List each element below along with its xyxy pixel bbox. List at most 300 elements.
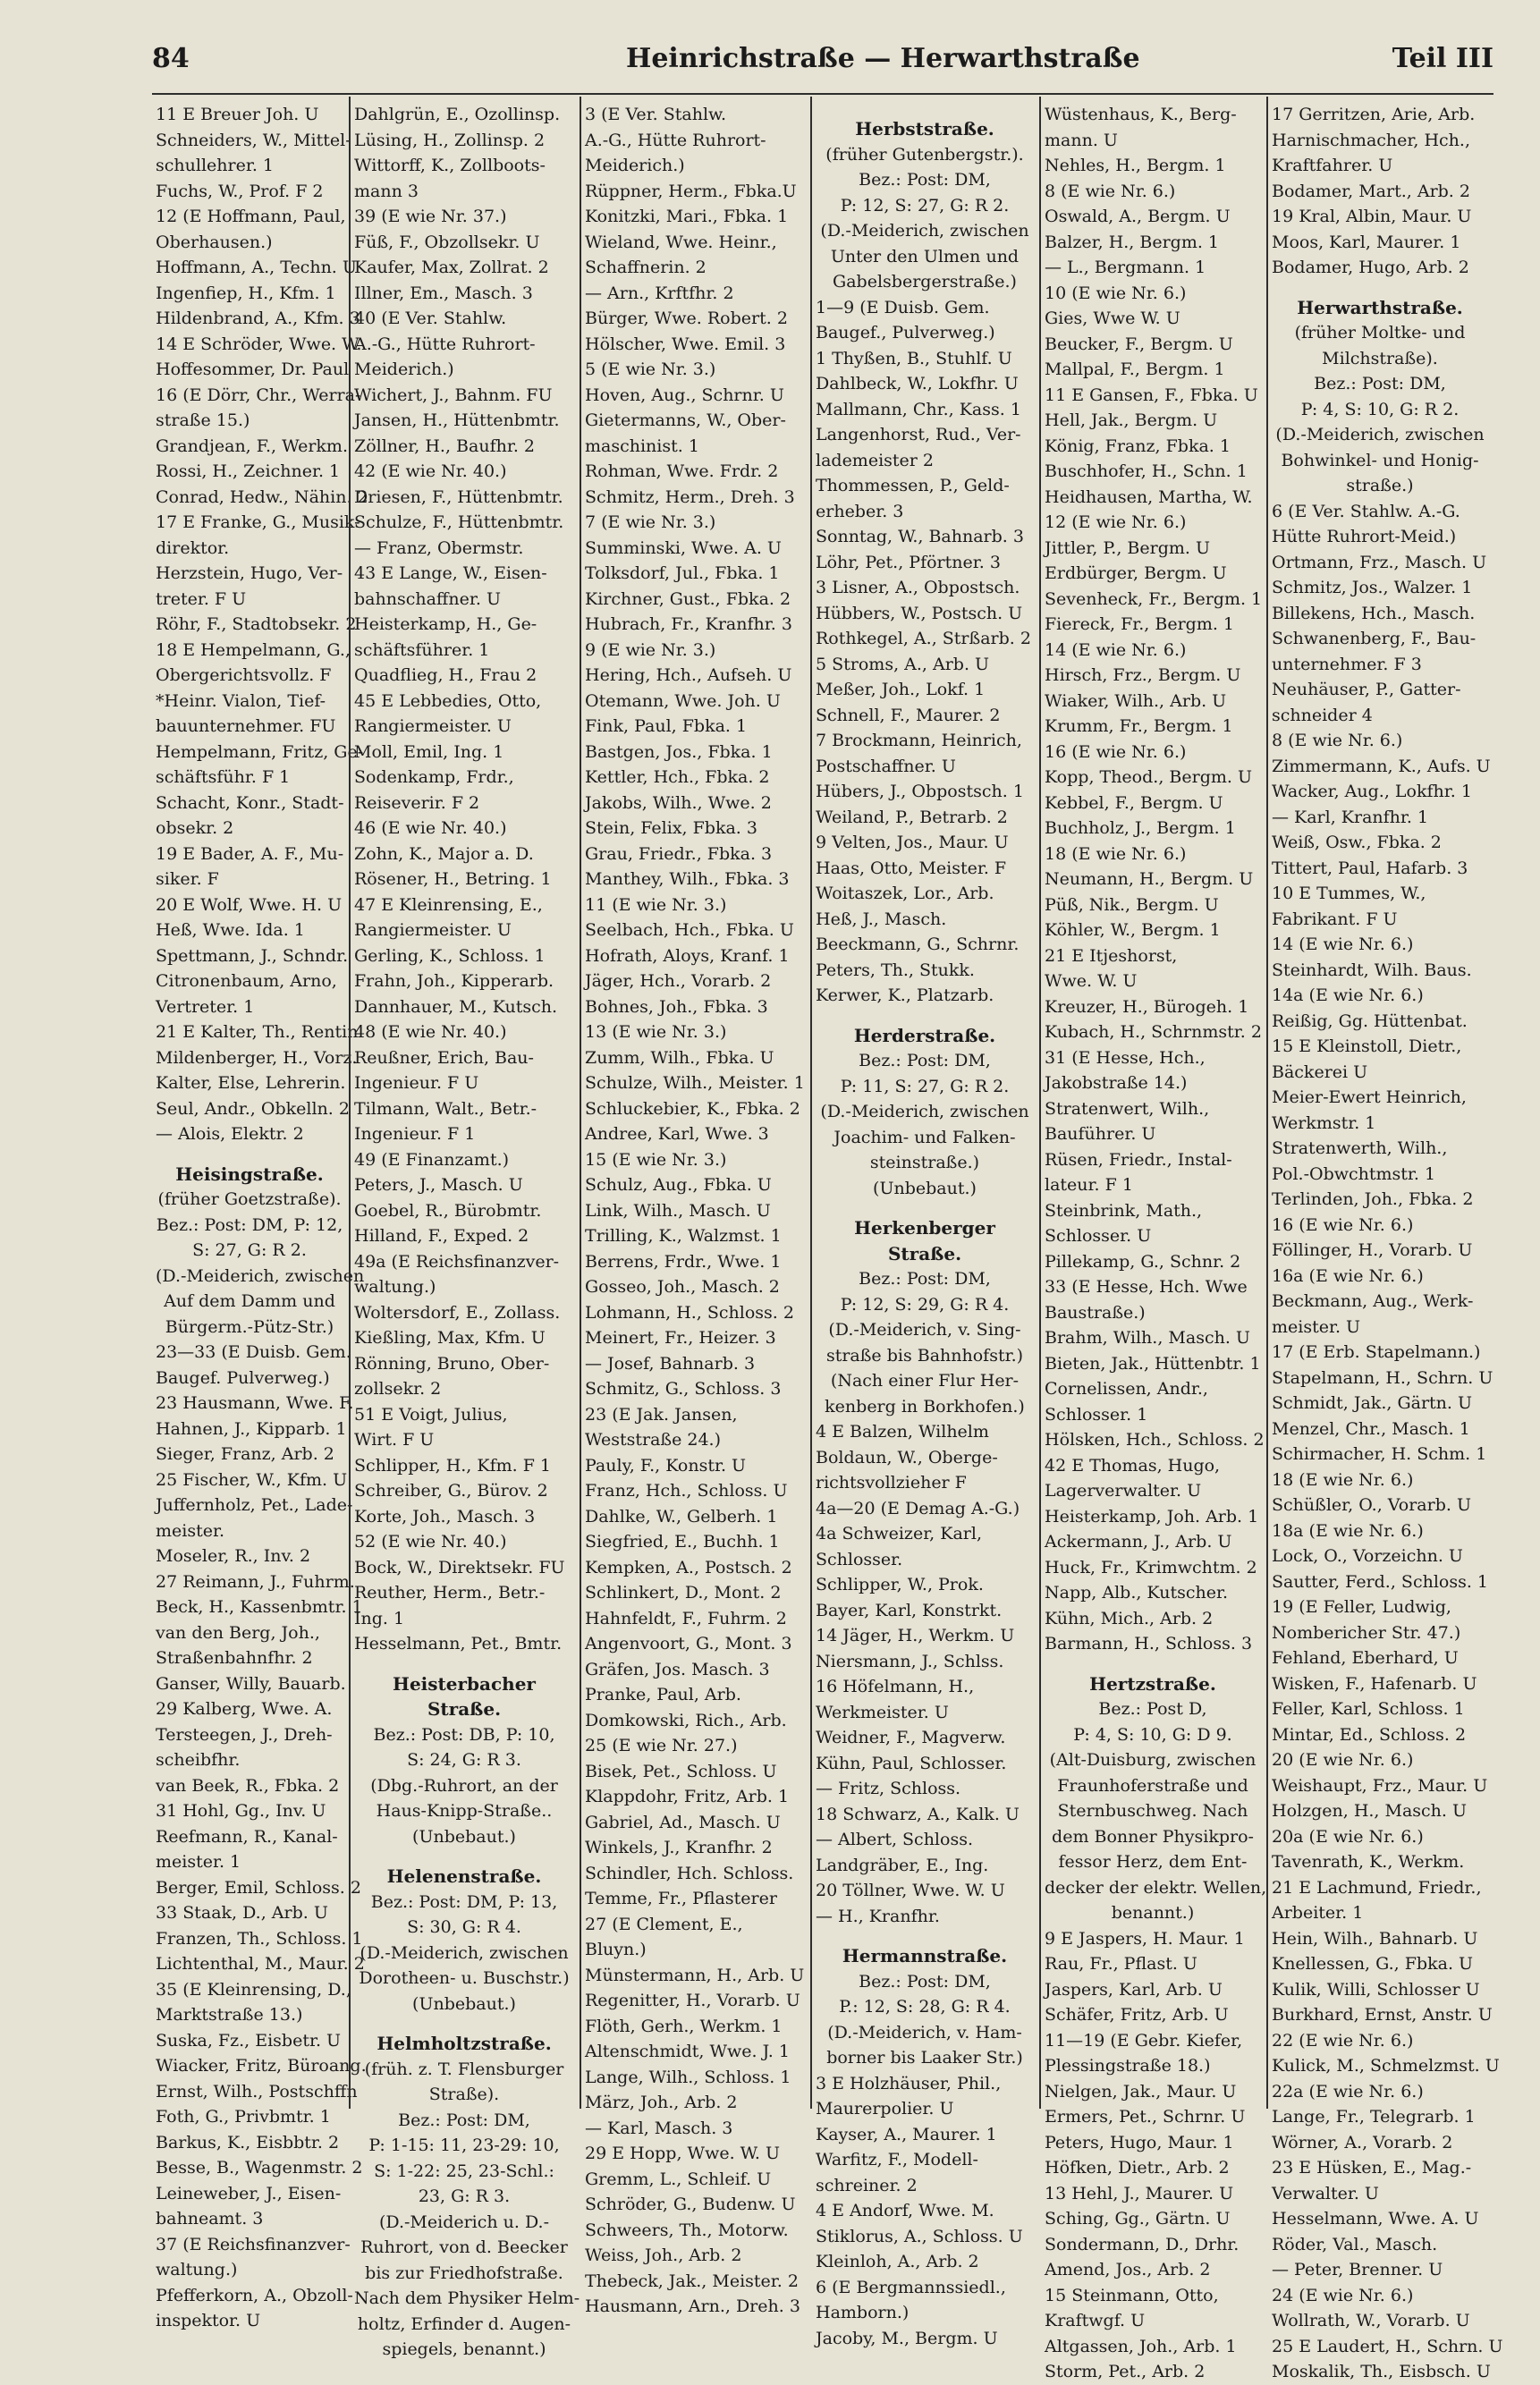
street-info-line: (D.-Meiderich, zwischen — [820, 221, 1029, 241]
street-info-line: (früh. z. T. Flensburger — [364, 2059, 564, 2079]
resident-entry: bahneamt. 3 — [156, 2209, 264, 2229]
resident-entry: 12 (E Hoffmann, Paul, — [156, 207, 346, 226]
resident-entry: 9 E Jaspers, H. Maur. 1 — [1045, 1928, 1245, 1949]
resident-entry: 20 (E wie Nr. 6.) — [1272, 1750, 1414, 1770]
resident-entry: Wüstenhaus, K., Berg- — [1045, 105, 1237, 124]
resident-entry: Erdbürger, Bergm. U — [1045, 563, 1227, 583]
resident-entry: Hoffesommer, Dr. Paul — [156, 359, 350, 379]
resident-entry: 22a (E wie Nr. 6.) — [1272, 2081, 1424, 2102]
resident-entry: Kettler, Hch., Fbka. 2 — [585, 767, 770, 787]
street-info-line: Sternbuschweg. Nach — [1057, 1801, 1248, 1821]
running-title: Heinrichstraße — Herwarthstraße — [626, 43, 1140, 74]
resident-entry: Oswald, A., Bergm. U — [1045, 207, 1231, 226]
resident-entry: Bieten, Jak., Hüttenbtr. 1 — [1045, 1353, 1261, 1374]
resident-entry: 10 (E wie Nr. 6.) — [1045, 283, 1187, 303]
resident-entry: — Albert, Schloss. — [816, 1830, 973, 1849]
resident-entry: Frahn, Joh., Kipperarb. — [354, 971, 554, 991]
resident-entry: Huck, Fr., Krimwchtm. 2 — [1045, 1557, 1257, 1577]
resident-entry: 14 Jäger, H., Werkm. U — [816, 1626, 1015, 1645]
resident-entry: Fink, Paul, Fbka. 1 — [585, 716, 748, 736]
street-info-line: 23, G: R 3. — [418, 2186, 511, 2206]
resident-entry: Schluckebier, K., Fbka. 2 — [585, 1098, 800, 1119]
resident-entry: Reuther, Herm., Betr.- — [354, 1583, 546, 1603]
resident-entry: Spettmann, J., Schndr. — [156, 945, 349, 966]
resident-entry: 49a (E Reichsfinanzver- — [354, 1251, 560, 1272]
resident-entry: Schweers, Th., Motorw. — [585, 2220, 789, 2240]
resident-entry: Lock, O., Vorzeichn. U — [1272, 1546, 1463, 1566]
resident-entry: Brahm, Wilh., Masch. U — [1045, 1328, 1250, 1348]
resident-entry: Jäger, Hch., Vorarb. 2 — [585, 971, 772, 991]
resident-entry: Tavenrath, K., Werkm. — [1272, 1852, 1465, 1872]
resident-entry: Meier-Ewert Heinrich, — [1272, 1087, 1467, 1107]
resident-entry: Seelbach, Hch., Fbka. U — [585, 920, 794, 940]
resident-entry: Leineweber, J., Eisen- — [156, 2183, 342, 2203]
resident-entry: Hölsken, Hch., Schloss. 2 — [1045, 1430, 1265, 1450]
resident-entry: Bastgen, Jos., Fbka. 1 — [585, 741, 773, 762]
column-6 — [1266, 97, 1503, 2381]
resident-entry: meister. 1 — [156, 1852, 241, 1872]
resident-entry: Bock, W., Direktsekr. FU — [354, 1557, 565, 1577]
resident-entry: 15 (E wie Nr. 3.) — [585, 1149, 727, 1170]
resident-entry: Juffernholz, Pet., Lade- — [156, 1495, 353, 1515]
resident-entry: Amend, Jos., Arb. 2 — [1045, 2260, 1211, 2279]
resident-entry: Lüsing, H., Zollinsp. 2 — [354, 130, 546, 150]
street-info-line: Straße). — [428, 2085, 500, 2104]
resident-entry: Schmitz, Jos., Walzer. 1 — [1272, 578, 1473, 597]
resident-entry: 31 Hohl, Gg., Inv. U — [156, 1801, 326, 1821]
resident-entry: 27 Reimann, J., Fuhrm. — [156, 1571, 355, 1592]
resident-entry: Neuhäuser, P., Gatter- — [1272, 680, 1461, 699]
resident-entry: Klappdohr, Fritz, Arb. 1 — [585, 1787, 790, 1806]
resident-entry: 43 E Lange, W., Eisen- — [354, 563, 547, 583]
resident-entry: 21 E Lachmund, Friedr., — [1272, 1877, 1482, 1898]
resident-entry: Dahlbeck, W., Lokfhr. U — [816, 374, 1019, 393]
street-info-line: Joachim- und Falken- — [833, 1127, 1016, 1147]
resident-entry: Schüßler, O., Vorarb. U — [1272, 1495, 1471, 1515]
resident-entry: 20a (E wie Nr. 6.) — [1272, 1826, 1424, 1847]
resident-entry: Weiß, Osw., Fbka. 2 — [1272, 833, 1442, 852]
resident-entry: 46 (E wie Nr. 40.) — [354, 818, 507, 838]
resident-entry: 9 Velten, Jos., Maur. U — [816, 833, 1009, 852]
resident-entry: Nombericher Str. 47.) — [1272, 1622, 1461, 1643]
resident-entry: 21 E Kalter, Th., Rentin — [156, 1022, 359, 1042]
resident-entry: A.-G., Hütte Ruhrort- — [585, 130, 766, 150]
resident-entry: König, Franz, Fbka. 1 — [1045, 436, 1231, 456]
resident-entry: Franzen, Th., Schloss. 1 — [156, 1928, 363, 1949]
resident-entry: Arbeiter. 1 — [1272, 1903, 1364, 1923]
resident-entry: Haas, Otto, Meister. F — [816, 858, 1007, 878]
resident-entry: Weiland, P., Betrarb. 2 — [816, 807, 1008, 827]
resident-entry: Kaufer, Max, Zollrat. 2 — [354, 258, 549, 277]
resident-entry: 52 (E wie Nr. 40.) — [354, 1532, 507, 1552]
resident-entry: Pranke, Paul, Arb. — [585, 1685, 741, 1704]
resident-entry: Füß, F., Obzollsekr. U — [354, 232, 540, 252]
street-info-line: P: 1-15: 11, 23-29: 10, — [368, 2136, 560, 2155]
resident-entry: 47 E Kleinrensing, E., — [354, 894, 543, 915]
resident-entry: straße 15.) — [156, 410, 250, 430]
resident-entry: 18 (E wie Nr. 6.) — [1045, 843, 1187, 864]
resident-entry: — Fritz, Schloss. — [816, 1779, 961, 1798]
column-3 — [580, 97, 810, 2316]
resident-entry: Rüsen, Friedr., Instal- — [1045, 1149, 1232, 1170]
resident-entry: Kerwer, K., Platzarb. — [816, 985, 994, 1005]
resident-entry: Seul, Andr., Obkelln. 2 — [156, 1098, 350, 1119]
resident-entry: 31 (E Hesse, Hch., — [1045, 1047, 1206, 1068]
resident-entry: Wollrath, W., Vorarb. U — [1272, 2311, 1470, 2330]
street-heading: Hertzstraße. — [1089, 1672, 1216, 1695]
resident-entry: Löhr, Pet., Pförtner. 3 — [816, 552, 1001, 572]
resident-entry: Angenvoort, G., Mont. 3 — [585, 1634, 792, 1653]
resident-entry: Höfken, Dietr., Arb. 2 — [1045, 2158, 1230, 2178]
resident-entry: 23 Hausmann, Wwe. F. — [156, 1393, 354, 1413]
street-info-line: P: 4, S: 10, G: R 2. — [1300, 399, 1460, 419]
resident-entry: 15 Steinmann, Otto, — [1045, 2285, 1219, 2305]
resident-entry: Oberhausen.) — [156, 232, 273, 252]
resident-entry: Gerling, K., Schloss. 1 — [354, 945, 546, 966]
street-heading: Heisterbacher Straße. — [393, 1672, 536, 1720]
resident-entry: Rösener, H., Betring. 1 — [354, 869, 552, 889]
resident-entry: Warfitz, F., Modell- — [816, 2150, 978, 2169]
street-info-line: (D.-Meiderich, zwischen — [156, 1265, 365, 1286]
resident-entry: unternehmer. F 3 — [1272, 654, 1422, 674]
resident-entry: 10 E Tummes, W., — [1272, 884, 1426, 903]
street-info-line: (D.-Meiderich, v. Sing- — [828, 1320, 1021, 1340]
resident-entry: Andree, Karl, Wwe. 3 — [585, 1124, 769, 1144]
resident-entry: 17 E Franke, G., Musik- — [156, 512, 360, 532]
resident-entry: obsekr. 2 — [156, 818, 234, 838]
resident-entry: 27 (E Clement, E., — [585, 1914, 743, 1934]
resident-entry: 16 (E wie Nr. 6.) — [1045, 741, 1187, 762]
resident-entry: Weishaupt, Frz., Maur. U — [1272, 1775, 1488, 1796]
resident-entry: 4 E Andorf, Wwe. M. — [816, 2201, 994, 2220]
resident-entry: Burkhard, Ernst, Anstr. U — [1272, 2005, 1493, 2025]
street-info-line: (früher Goetzstraße). — [157, 1189, 342, 1209]
resident-entry: Werkmeister. U — [816, 1702, 949, 1722]
resident-entry: Kreuzer, H., Bürogeh. 1 — [1045, 996, 1249, 1017]
street-info-line: Fraunhoferstraße und — [1057, 1775, 1248, 1796]
resident-entry: 33 (E Hesse, Hch. Wwe — [1045, 1277, 1248, 1297]
resident-entry: Illner, Em., Masch. 3 — [354, 283, 533, 303]
resident-entry: Fehland, Eberhard, U — [1272, 1648, 1459, 1668]
resident-entry: Pfefferkorn, A., Obzoll- — [156, 2285, 353, 2305]
resident-entry: Schindler, Hch. Schloss. — [585, 1863, 794, 1883]
resident-entry: Neumann, H., Bergm. U — [1045, 869, 1254, 889]
street-info-line: straße bis Bahnhofstr.) — [825, 1345, 1024, 1366]
resident-entry: Schröder, G., Budenw. U — [585, 2195, 796, 2214]
resident-entry: Kießling, Max, Kfm. U — [354, 1328, 546, 1348]
resident-entry: Lange, Wilh., Schloss. 1 — [585, 2067, 791, 2087]
street-info-line: Bürgerm.-Pütz-Str.) — [165, 1316, 334, 1337]
column-2 — [349, 97, 580, 2359]
resident-entry: Jacoby, M., Bergm. U — [816, 2328, 998, 2348]
resident-entry: 29 Kalberg, Wwe. A. — [156, 1699, 333, 1719]
resident-entry: Hesselmann, Wwe. A. U — [1272, 2209, 1479, 2229]
resident-entry: siker. F — [156, 869, 219, 889]
resident-entry: Bayer, Karl, Konstrkt. — [816, 1600, 1003, 1620]
resident-entry: 19 E Bader, A. F., Mu- — [156, 843, 344, 864]
resident-entry: 21 E Itjeshorst, — [1045, 945, 1178, 966]
street-info-line: Bez.: Post: DM, — [859, 1971, 991, 1992]
resident-entry: Rüppner, Herm., Fbka.U — [585, 181, 797, 201]
resident-entry: Storm, Pet., Arb. 2 — [1045, 2362, 1206, 2381]
resident-entry: Tersteegen, J., Dreh- — [156, 1724, 333, 1745]
resident-entry: Meßer, Joh., Lokf. 1 — [816, 680, 986, 699]
resident-entry: Fabrikant. F U — [1272, 909, 1398, 929]
resident-entry: Sonntag, W., Bahnarb. 3 — [816, 527, 1024, 546]
resident-entry: Jakobs, Wilh., Wwe. 2 — [585, 792, 772, 813]
resident-entry: Schirmacher, H. Schm. 1 — [1272, 1444, 1487, 1464]
resident-entry: Röder, Val., Masch. — [1272, 2234, 1438, 2254]
resident-entry: 14 (E wie Nr. 6.) — [1272, 935, 1414, 954]
resident-entry: schullehrer. 1 — [156, 156, 274, 175]
resident-entry: 3 Lisner, A., Obpostsch. — [816, 578, 1020, 597]
resident-entry: Dahlke, W., Gelberh. 1 — [585, 1506, 778, 1527]
resident-entry: 5 Stroms, A., Arb. U — [816, 654, 990, 674]
resident-entry: Hütte Ruhrort-Meid.) — [1272, 527, 1457, 546]
resident-entry: Trilling, K., Walzmst. 1 — [585, 1226, 782, 1246]
resident-entry: Tilmann, Walt., Betr.- — [354, 1098, 537, 1119]
resident-entry: Schulz, Aug., Fbka. U — [585, 1175, 772, 1195]
resident-entry: Landgräber, E., Ing. — [816, 1855, 989, 1875]
page-header — [152, 38, 1493, 91]
resident-entry: treter. F U — [156, 588, 247, 609]
resident-entry: 19 Kral, Albin, Maur. U — [1272, 207, 1472, 226]
street-info-line: (D.-Meiderich, zwischen — [360, 1942, 569, 1963]
resident-entry: 33 Staak, D., Arb. U — [156, 1903, 328, 1923]
resident-entry: 42 (E wie Nr. 40.) — [354, 461, 507, 481]
resident-entry: richtsvollzieher F — [816, 1473, 967, 1493]
resident-entry: Beucker, F., Bergm. U — [1045, 334, 1233, 354]
resident-entry: 6 (E Bergmannssiedl., — [816, 2277, 1006, 2297]
resident-entry: Tolksdorf, Jul., Fbka. 1 — [585, 563, 780, 583]
resident-entry: Schacht, Konr., Stadt- — [156, 792, 344, 813]
resident-entry: Hein, Wilh., Bahnarb. U — [1272, 1928, 1478, 1949]
resident-entry: Hesselmann, Pet., Bmtr. — [354, 1634, 563, 1653]
resident-entry: schneider 4 — [1272, 705, 1373, 725]
street-info-line: Bez.: Post: DM, — [398, 2110, 530, 2130]
resident-entry: Reefmann, R., Kanal- — [156, 1826, 338, 1847]
resident-entry: Jansen, H., Hüttenbmtr. — [354, 410, 560, 430]
part-label: Teil III — [1392, 43, 1493, 74]
street-info-line: (D.-Meiderich, zwischen — [820, 1102, 1029, 1121]
resident-entry: 23 E Hüsken, E., Mag.- — [1272, 2158, 1472, 2178]
resident-entry: Röhr, F., Stadtobsekr. 2 — [156, 614, 357, 634]
street-info-line: (Nach einer Flur Her- — [830, 1371, 1020, 1391]
resident-entry: Schlipper, W., Prok. — [816, 1575, 984, 1594]
resident-entry: Obergerichtsvollz. F — [156, 665, 332, 685]
resident-entry: Beck, H., Kassenbmtr. 1 — [156, 1597, 363, 1617]
resident-entry: Bäckerei U — [1272, 1061, 1368, 1082]
resident-entry: Schnell, F., Maurer. 2 — [816, 705, 1001, 725]
resident-entry: Wisken, F., Hafenarb. U — [1272, 1673, 1477, 1694]
resident-entry: Marktstraße 13.) — [156, 2005, 303, 2025]
resident-entry: Ingenieur. F 1 — [354, 1124, 476, 1144]
resident-entry: Thommessen, P., Geld- — [816, 476, 1010, 495]
resident-entry: 4 E Balzen, Wilhelm — [816, 1422, 989, 1442]
resident-entry: Bauführer. U — [1045, 1124, 1156, 1144]
resident-entry: Berger, Emil, Schloss. 2 — [156, 1877, 361, 1898]
resident-entry: Bluyn.) — [585, 1940, 647, 1959]
street-info-line: Ruhrort, von d. Beecker — [360, 2237, 568, 2257]
resident-entry: Werkmstr. 1 — [1272, 1112, 1376, 1133]
street-info-line: (Alt-Duisburg, zwischen — [1049, 1750, 1257, 1770]
resident-entry: Sching, Gg., Gärtn. U — [1045, 2209, 1231, 2229]
resident-entry: 22 (E wie Nr. 6.) — [1272, 2030, 1414, 2051]
street-info-line: Bez.: Post D, — [1098, 1699, 1207, 1719]
resident-entry: Föllinger, H., Vorarb. U — [1272, 1240, 1473, 1260]
resident-entry: Altenschmidt, Wwe. J. 1 — [585, 2042, 790, 2061]
resident-entry: Peters, Hugo, Maur. 1 — [1045, 2132, 1234, 2152]
street-info-line: S: 24, G: R 3. — [407, 1750, 521, 1770]
resident-entry: Hoffmann, A., Techn. U — [156, 258, 357, 277]
resident-entry: Hübers, J., Obpostsch. 1 — [816, 782, 1024, 801]
resident-entry: Hildenbrand, A., Kfm. 3 — [156, 309, 360, 328]
resident-entry: Kalter, Else, Lehrerin. — [156, 1073, 346, 1093]
resident-entry: Peters, J., Masch. U — [354, 1175, 523, 1195]
resident-entry: lateur. F 1 — [1045, 1175, 1133, 1195]
resident-entry: Heß, Wwe. Ida. 1 — [156, 920, 305, 940]
resident-entry: 20 E Wolf, Wwe. H. U — [156, 894, 343, 915]
resident-entry: Rossi, H., Zeichner. 1 — [156, 461, 341, 481]
resident-entry: Conrad, Hedw., Nähin. 2 — [156, 486, 368, 507]
resident-entry: 7 (E wie Nr. 3.) — [585, 512, 716, 532]
resident-entry: Schlosser. U — [1045, 1226, 1152, 1246]
resident-entry: 4a Schweizer, Karl, — [816, 1524, 982, 1543]
resident-entry: Rau, Fr., Pflast. U — [1045, 1954, 1197, 1974]
resident-entry: Püß, Nik., Bergm. U — [1045, 894, 1219, 915]
resident-entry: Schaffnerin. 2 — [585, 258, 707, 277]
resident-entry: mann. U — [1045, 130, 1118, 150]
resident-entry: Konitzki, Mari., Fbka. 1 — [585, 207, 789, 226]
resident-entry: 24 (E wie Nr. 6.) — [1272, 2285, 1414, 2305]
resident-entry: Gietermanns, W., Ober- — [585, 410, 786, 430]
resident-entry: 8 (E wie Nr. 6.) — [1272, 731, 1403, 750]
resident-entry: Billekens, Hch., Masch. — [1272, 603, 1476, 623]
resident-entry: Winkels, J., Kranfhr. 2 — [585, 1838, 773, 1857]
resident-entry: 51 E Voigt, Julius, — [354, 1404, 508, 1425]
resident-entry: Cornelissen, Andr., — [1045, 1379, 1208, 1399]
street-info-line: P: 11, S: 27, G: R 2. — [840, 1076, 1010, 1096]
column-1 — [152, 97, 368, 2330]
resident-entry: Ing. 1 — [354, 1608, 405, 1628]
resident-entry: Summinski, Wwe. A. U — [585, 537, 782, 558]
resident-entry: Rothkegel, A., Strßarb. 2 — [816, 629, 1031, 648]
resident-entry: Suska, Fz., Eisbetr. U — [156, 2030, 342, 2051]
resident-entry: Sautter, Ferd., Schloss. 1 — [1272, 1571, 1488, 1592]
resident-entry: van den Berg, Joh., — [156, 1622, 320, 1643]
street-heading: Helmholtzstraße. — [377, 2033, 552, 2054]
resident-entry: Grau, Friedr., Fbka. 3 — [585, 843, 773, 864]
resident-entry: 23 (E Jak. Jansen, — [585, 1404, 738, 1425]
resident-entry: 16 (E wie Nr. 6.) — [1272, 1214, 1414, 1235]
resident-entry: Schlosser. — [816, 1549, 903, 1569]
street-info-line: Bez.: Post: DM, — [1314, 374, 1446, 393]
resident-entry: Lagerverwalter. U — [1045, 1481, 1202, 1501]
resident-entry: Besse, B., Wagenmstr. 2 — [156, 2158, 363, 2178]
street-info-line: (Unbebaut.) — [873, 1178, 977, 1198]
resident-entry: 1—9 (E Duisb. Gem. — [816, 297, 990, 317]
resident-entry: Kubach, H., Schrnmstr. 2 — [1045, 1022, 1262, 1042]
street-info-line: Auf dem Damm und — [164, 1291, 335, 1311]
resident-entry: Rangiermeister. U — [354, 920, 512, 940]
street-info-line: P: 12, S: 29, G: R 4. — [840, 1294, 1010, 1315]
resident-entry: Nielgen, Jak., Maur. U — [1045, 2081, 1237, 2102]
resident-entry: 40 (E Ver. Stahlw. — [354, 309, 507, 328]
resident-entry: Stapelmann, H., Schrn. U — [1272, 1367, 1493, 1388]
resident-entry: Thebeck, Jak., Meister. 2 — [585, 2271, 799, 2291]
resident-entry: Otemann, Wwe. Joh. U — [585, 690, 781, 711]
resident-entry: Holzgen, H., Masch. U — [1272, 1801, 1468, 1821]
street-info-line: Bez.: Post: DB, P: 10, — [373, 1724, 555, 1745]
resident-entry: Lohmann, H., Schloss. 2 — [585, 1302, 794, 1323]
street-info-line: Gabelsbergerstraße.) — [833, 272, 1017, 292]
resident-entry: Heidhausen, Martha, W. — [1045, 486, 1253, 507]
street-info-line: Bez.: Post: DM, — [859, 1269, 991, 1289]
resident-entry: Reiseverir. F 2 — [354, 792, 480, 813]
resident-entry: Steinhardt, Wilh. Baus. — [1272, 960, 1472, 980]
street-info-line: (Unbebaut.) — [412, 1993, 516, 2014]
resident-entry: Moseler, R., Inv. 2 — [156, 1546, 311, 1566]
resident-entry: 11 E Gansen, F., Fbka. U — [1045, 385, 1258, 405]
resident-entry: Peters, Th., Stukk. — [816, 960, 975, 980]
resident-entry: Heisterkamp, Joh. Arb. 1 — [1045, 1506, 1259, 1527]
resident-entry: 12 (E wie Nr. 6.) — [1045, 512, 1187, 532]
resident-entry: Stiklorus, A., Schloss. U — [816, 2226, 1023, 2246]
resident-entry: Schlinkert, D., Mont. 2 — [585, 1583, 782, 1603]
resident-entry: Balzer, H., Bergm. 1 — [1045, 232, 1220, 252]
resident-entry: Wiaker, Wilh., Arb. U — [1045, 690, 1227, 711]
resident-entry: Hering, Hch., Aufseh. U — [585, 665, 792, 685]
resident-entry: Zohn, K., Major a. D. — [354, 843, 534, 864]
resident-entry: Mallpal, F., Bergm. 1 — [1045, 359, 1225, 379]
resident-entry: Heisterkamp, H., Ge- — [354, 614, 537, 634]
resident-entry: 13 Hehl, J., Maurer. U — [1045, 2183, 1234, 2203]
resident-entry: Menzel, Chr., Masch. 1 — [1272, 1418, 1470, 1439]
resident-entry: Schmitz, Herm., Dreh. 3 — [585, 486, 795, 507]
resident-entry: Kleinloh, A., Arb. 2 — [816, 2252, 979, 2271]
resident-entry: — Arn., Krftfhr. 2 — [585, 283, 734, 303]
resident-entry: Moos, Karl, Maurer. 1 — [1272, 232, 1461, 252]
resident-entry: 18a (E wie Nr. 6.) — [1272, 1520, 1424, 1541]
street-info-line: Bez.: Post: DM, — [859, 170, 991, 190]
resident-entry: Harnischmacher, Hch., — [1272, 130, 1470, 150]
resident-entry: Pillekamp, G., Schnr. 2 — [1045, 1251, 1241, 1272]
resident-entry: 13 (E wie Nr. 3.) — [585, 1022, 727, 1042]
resident-entry: Straßenbahnfhr. 2 — [156, 1648, 313, 1668]
resident-entry: 3 (E Ver. Stahlw. — [585, 105, 727, 124]
resident-entry: Kirchner, Gust., Fbka. 2 — [585, 588, 791, 609]
resident-entry: Hahnen, J., Kipparb. 1 — [156, 1418, 347, 1439]
resident-entry: Krumm, Fr., Bergm. 1 — [1045, 716, 1233, 736]
resident-entry: 4a—20 (E Demag A.-G.) — [816, 1498, 1020, 1518]
street-info-line: S: 1-22: 25, 23-Schl.: — [374, 2161, 554, 2181]
resident-entry: Ganser, Willy, Bauarb. — [156, 1673, 346, 1694]
resident-entry: Rönning, Bruno, Ober- — [354, 1353, 550, 1374]
resident-entry: Wiacker, Fritz, Büroang. — [156, 2056, 367, 2076]
resident-entry: Napp, Alb., Kutscher. — [1045, 1583, 1228, 1603]
resident-entry: Plessingstraße 18.) — [1045, 2056, 1211, 2076]
resident-entry: Jittler, P., Bergm. U — [1045, 537, 1210, 558]
resident-entry: Hoven, Aug., Schrnr. U — [585, 385, 784, 405]
resident-entry: Ackermann, J., Arb. U — [1045, 1532, 1232, 1552]
resident-entry: Gräfen, Jos. Masch. 3 — [585, 1659, 770, 1679]
street-heading: Heisingstraße. — [175, 1163, 324, 1185]
street-info-line: P: 12, S: 27, G: R 2. — [840, 195, 1010, 216]
resident-entry: Weidner, F., Magverw. — [816, 1728, 1006, 1747]
street-info-line: Unter den Ulmen und — [830, 246, 1020, 266]
resident-entry: 17 Gerritzen, Arie, Arb. — [1272, 105, 1476, 124]
street-info-line: Nach dem Physiker Helm- — [354, 2288, 580, 2308]
